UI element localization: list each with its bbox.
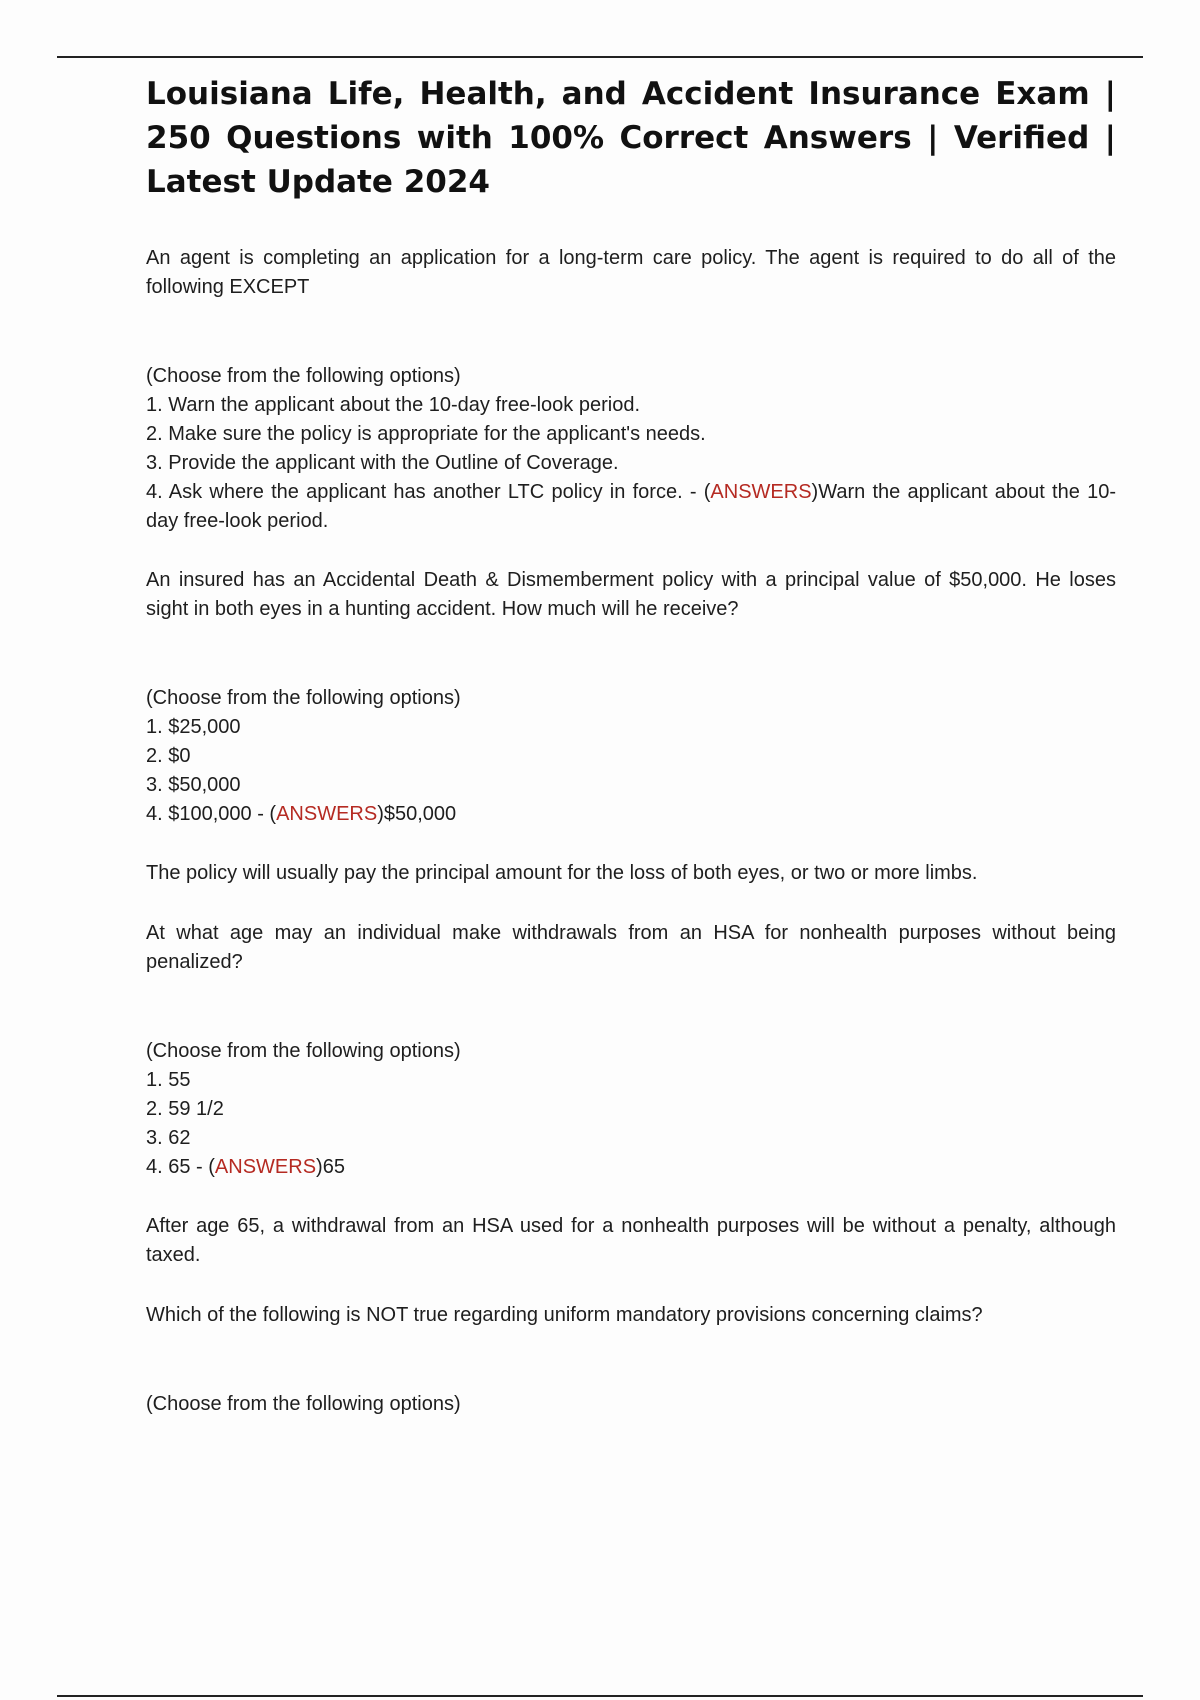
question-3	[146, 919, 1116, 1270]
option-4-with-answer	[146, 1153, 1116, 1182]
option-2: 2. $0	[146, 745, 191, 767]
page-content	[146, 72, 1116, 1419]
explanation: The policy will usually pay the principal amount for the loss of both eyes, or two or more limbs.	[146, 862, 978, 884]
question-1	[146, 244, 1116, 536]
option-1: 1. $25,000	[146, 716, 241, 738]
option-4-text: 4. 65 - (	[146, 1156, 215, 1178]
question-4	[146, 1301, 1116, 1419]
options-intro: (Choose from the following options)	[146, 687, 461, 709]
question-2	[146, 566, 1116, 888]
option-3: 3. Provide the applicant with the Outline of Coverage.	[146, 452, 619, 474]
options-intro: (Choose from the following options)	[146, 1393, 461, 1415]
answer-text: )65	[316, 1156, 345, 1178]
option-3: 3. 62	[146, 1127, 191, 1149]
answer-label: ANSWERS	[276, 803, 378, 825]
question-text: An agent is completing an application for a long-term care policy. The agent is required to do all of the following EXCEPT	[146, 247, 1116, 298]
option-3: 3. $50,000	[146, 774, 241, 796]
answer-text: )$50,000	[377, 803, 457, 825]
top-rule	[57, 56, 1143, 58]
option-4-with-answer	[146, 800, 1116, 829]
question-text: Which of the following is NOT true regarding uniform mandatory provisions concerning claims?	[146, 1304, 983, 1326]
question-text: At what age may an individual make withdrawals from an HSA for nonhealth purposes without being penalized?	[146, 922, 1116, 973]
option-2: 2. 59 1/2	[146, 1098, 224, 1120]
option-4-text: 4. $100,000 - (	[146, 803, 277, 825]
bottom-rule	[57, 1695, 1143, 1697]
option-2: 2. Make sure the policy is appropriate for the applicant's needs.	[146, 423, 706, 445]
question-text: An insured has an Accidental Death & Dismemberment policy with a principal value of $50,000. He loses sight in both eyes in a hunting accident. How much will he receive?	[146, 569, 1116, 620]
answer-text: )Warn the applicant about the 10-day free-look period.	[146, 481, 1116, 532]
option-4-with-answer	[146, 478, 1116, 536]
option-1: 1. Warn the applicant about the 10-day free-look period.	[146, 394, 641, 416]
answer-label: ANSWERS	[214, 1156, 317, 1178]
explanation: After age 65, a withdrawal from an HSA used for a nonhealth purposes will be without a penalty, although taxed.	[146, 1215, 1116, 1266]
options-intro: (Choose from the following options)	[146, 365, 461, 387]
option-4-text: 4. Ask where the applicant has another LTC policy in force. - (	[146, 481, 711, 503]
document-title: Louisiana Life, Health, and Accident Insurance Exam | 250 Questions with 100% Correct Answers | Verified | Latest Update 2024	[146, 76, 1116, 200]
option-1: 1. 55	[146, 1069, 191, 1091]
answer-label: ANSWERS	[710, 481, 812, 503]
options-intro: (Choose from the following options)	[146, 1040, 461, 1062]
